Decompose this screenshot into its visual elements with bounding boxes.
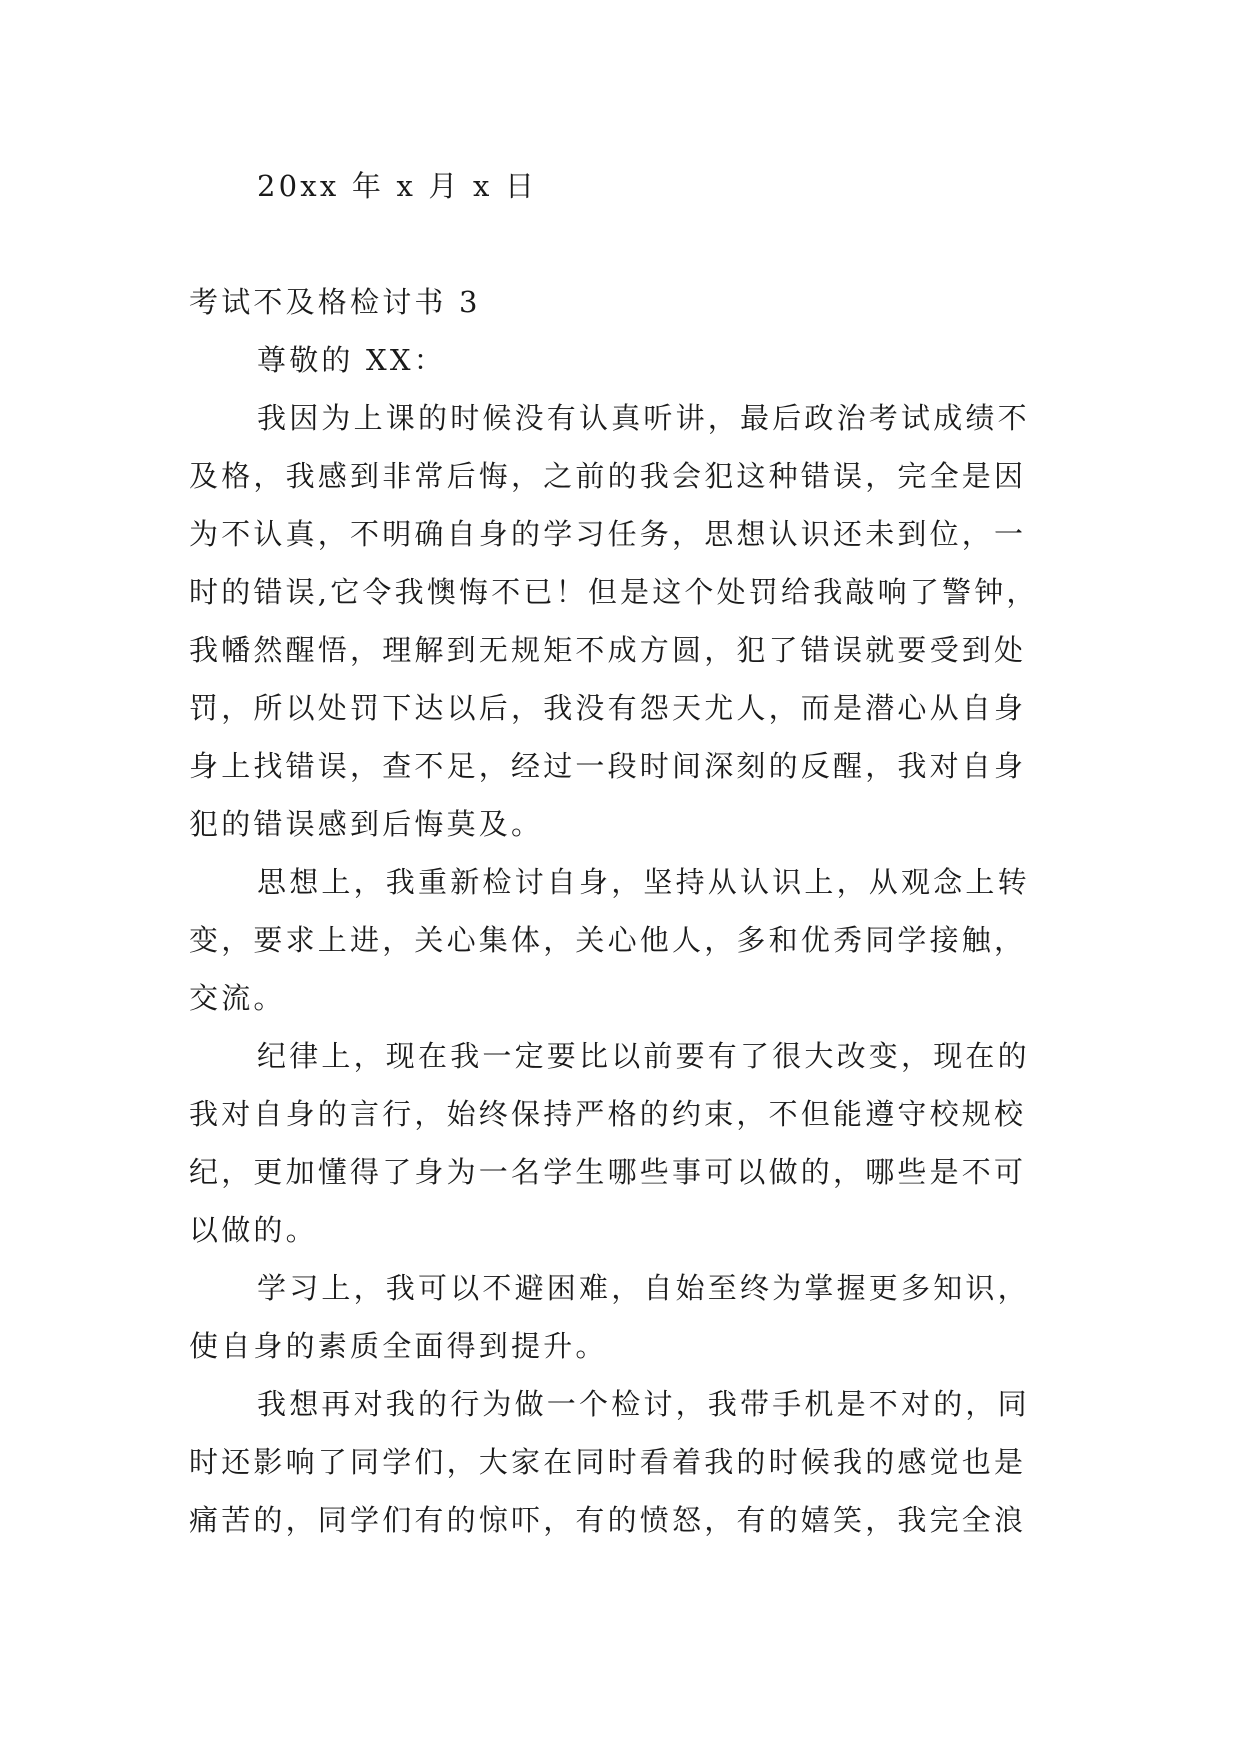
paragraph-2-line-1: 思想上，我重新检讨自身，坚持从认识上，从观念上转 bbox=[257, 865, 1030, 899]
paragraph-1-line-3: 为不认真，不明确自身的学习任务，思想认识还未到位，一 bbox=[189, 517, 1027, 551]
paragraph-3-line-4: 以做的。 bbox=[189, 1213, 318, 1247]
paragraph-3-line-1: 纪律上，现在我一定要比以前要有了很大改变，现在的 bbox=[257, 1039, 1030, 1073]
document-title: 考试不及格检讨书 3 bbox=[189, 285, 481, 319]
paragraph-1-line-7: 身上找错误，查不足，经过一段时间深刻的反醒，我对自身 bbox=[189, 749, 1027, 783]
paragraph-1-line-1: 我因为上课的时候没有认真听讲，最后政治考试成绩不 bbox=[257, 401, 1030, 435]
paragraph-4-line-1: 学习上，我可以不避困难，自始至终为掌握更多知识， bbox=[257, 1271, 1030, 1305]
paragraph-1-line-5: 我幡然醒悟，理解到无规矩不成方圆，犯了错误就要受到处 bbox=[189, 633, 1027, 667]
paragraph-2-line-2: 变，要求上进，关心集体，关心他人，多和优秀同学接触， bbox=[189, 923, 1027, 957]
salutation: 尊敬的 XX： bbox=[257, 343, 446, 377]
paragraph-3-line-2: 我对自身的言行，始终保持严格的约束，不但能遵守校规校 bbox=[189, 1097, 1027, 1131]
paragraph-3-line-3: 纪，更加懂得了身为一名学生哪些事可以做的，哪些是不可 bbox=[189, 1155, 1027, 1189]
paragraph-5-line-3: 痛苦的，同学们有的惊吓，有的愤怒，有的嬉笑，我完全浪 bbox=[189, 1503, 1027, 1537]
paragraph-2-line-3: 交流。 bbox=[189, 981, 286, 1015]
paragraph-1-line-4: 时的错误,它令我懊悔不已！但是这个处罚给我敲响了警钟， bbox=[189, 575, 1039, 609]
paragraph-1-line-8: 犯的错误感到后悔莫及。 bbox=[189, 807, 544, 841]
paragraph-5-line-1: 我想再对我的行为做一个检讨，我带手机是不对的，同 bbox=[257, 1387, 1030, 1421]
paragraph-4-line-2: 使自身的素质全面得到提升。 bbox=[189, 1329, 608, 1363]
date-line: 20xx 年 x 月 x 日 bbox=[257, 169, 538, 203]
paragraph-5-line-2: 时还影响了同学们，大家在同时看着我的时候我的感觉也是 bbox=[189, 1445, 1027, 1479]
paragraph-1-line-6: 罚，所以处罚下达以后，我没有怨天尤人，而是潜心从自身 bbox=[189, 691, 1027, 725]
paragraph-1-line-2: 及格，我感到非常后悔，之前的我会犯这种错误，完全是因 bbox=[189, 459, 1027, 493]
